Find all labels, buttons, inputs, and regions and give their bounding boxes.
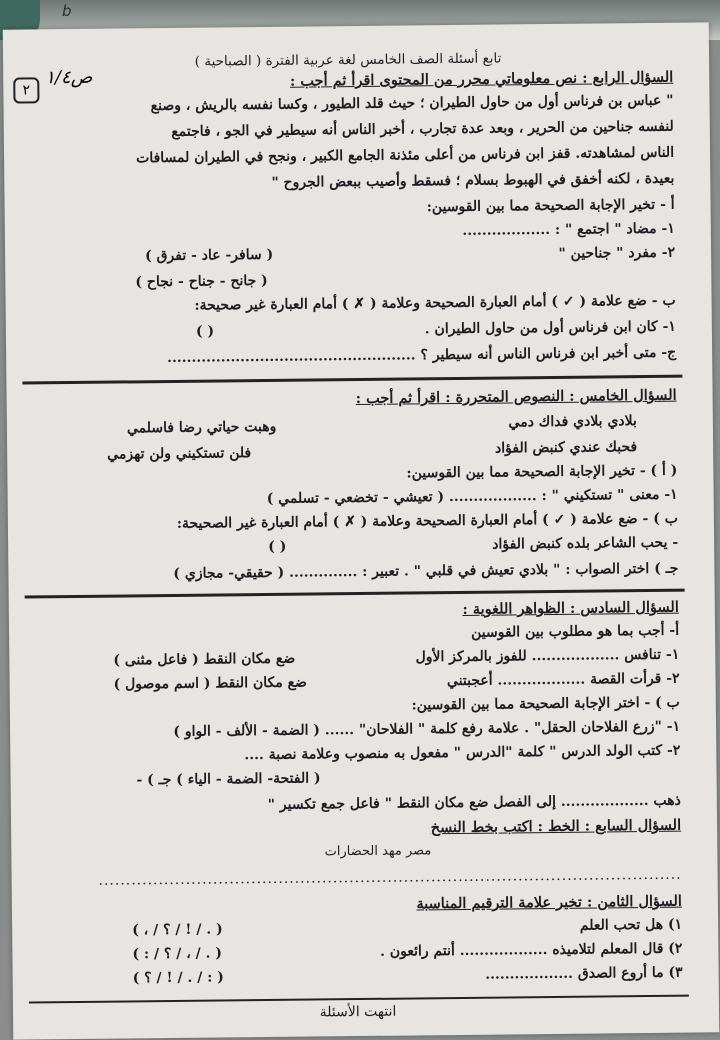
q8-heading: السؤال الثامن : تخير علامة الترقيم المناسبة <box>416 892 682 913</box>
q4-paragraph-line-1: " عباس بن فرناس أول من حاول الطيران ؛ حيث قلد الطيور ، وكسا نفسه بالريش ، وصنع <box>150 92 674 115</box>
q7-heading: السؤال السابع : الخط : اكتب بخط النسخ <box>430 816 682 837</box>
q4-a2-question: ٢- مفرد " جناحين " <box>558 244 676 262</box>
q6-part-a-label: أ- أجب بما هو مطلوب بين القوسين <box>470 622 680 641</box>
q4-b1-answer-box[interactable]: ( ) <box>195 323 215 340</box>
q5-part-b-label: ب ) - ضع علامة ( ✓ ) أمام العبارة الصحيحة وعلامة ( ✗ ) أمام العبارة غير الصحيحة: <box>176 510 678 532</box>
exam-sheet <box>3 22 720 1039</box>
q4-part-b-label: ب - ضع علامة ( ✓ ) أمام العبارة الصحيحة وعلامة ( ✗ ) أمام العبارة غير صحيحة: <box>194 292 676 314</box>
q8-item-1: ١) هل تحب العلم <box>579 916 683 934</box>
q6-a1: ١- تنافس .................. للفوز بالمركز الأول <box>415 646 680 666</box>
q5-verse-2-right: فحبك عندي كنبض الفؤاد <box>494 439 638 457</box>
background-mark: b <box>62 2 72 20</box>
exam-content <box>23 33 683 1030</box>
q8-item-1-options: ( . / ! / ؟ / ، ) <box>132 921 223 939</box>
q5-a1: ١- معنى " تستكيني " : .................. ( تعيشي - تخضعي - تسلمي ) <box>266 486 678 507</box>
q5-verse-1-right: بلادي بلادي فداك دمي <box>508 413 637 431</box>
end-of-questions: انتهت الأسئلة <box>319 1003 397 1021</box>
q4-a1-options: ( سافر- عاد - تفرق ) <box>145 246 274 265</box>
q7-model-text: مصر مهد الحضارات <box>324 843 432 860</box>
q4-part-c-question: ج- متى أخبر ابن فرناس الناس أنه سيطير ؟ ................................................... <box>166 344 677 367</box>
q6-part-b-label: ب ) - اختر الإجابة الصحيحة مما بين القوسين: <box>411 694 680 714</box>
q6-b2: ٢- كتب الولد الدرس " كلمة "الدرس " مفعول به منصوب وعلامة نصبة .... <box>244 742 681 764</box>
q4-b1-statement: ١- كان ابن فرناس أول من حاول الطيران . <box>424 318 676 338</box>
q5-verse-1-left: وهبت حياتي رضا فاسلمي <box>126 418 277 437</box>
q5-b1-answer-box[interactable]: ( ) <box>268 538 287 555</box>
q6-a2-instruction: ضع مكان النقط ( اسم موصول ) <box>113 674 307 693</box>
q6-part-c: ذهب .................. إلى الفصل ضع مكان النقط " فاعل جمع تكسير " <box>267 792 681 813</box>
exam-title: تابع أسئلة الصف الخامس لغة عربية الفترة ( الصباحية ) <box>194 50 502 70</box>
q8-item-2: ٢) قال المعلم لتلاميذه .................. أنتم رائعون . <box>379 940 683 960</box>
q6-heading: السؤال السادس : الظواهر اللغوية : <box>462 598 679 618</box>
q4-paragraph-line-3: الناس لمشاهدته. قفز ابن فرناس من أعلى مئذنة الجامع الكبير ، ونجح في الطيران لمسافات <box>136 144 675 167</box>
q5-part-c: جـ ) اختر الصواب : " بلادي تعيش في قلبي " . تعبير : .............. ( حقيقي- مجازي ) <box>173 560 679 582</box>
q4-paragraph-line-2: لنفسه جناحين من الحرير ، وبعد عدة تجارب ، أخبر الناس أنه سيطير في الجو ، فاجتمع <box>171 118 674 140</box>
q6-b1: ١- "زرع الفلاحان الحقل" . علامة رفع كلمة " الفلاحان" ...... ( الضمة - الألف - الواو ) <box>173 718 681 740</box>
q6-a2: ٢- قرأت القصة .................. أعجبتني <box>446 670 680 690</box>
q6-a1-instruction: ضع مكان النقط ( فاعل مثنى ) <box>113 650 296 669</box>
q6-b2-options: ( الفتحة- الضمة - الياء ) جـ ) - <box>136 770 321 789</box>
q4-paragraph-line-4: بعيدة ، لكنه أخفق في الهبوط بسلام ؛ فسقط وأصيب ببعض الجروح " <box>271 170 675 191</box>
q7-writing-line[interactable]: ........................................................................................................... <box>98 866 682 889</box>
q8-item-2-options: ( . / ، / ؟ / : ) <box>132 945 223 963</box>
q8-item-3-options: ( : / . / ! / ؟ ) <box>132 969 224 987</box>
q5-b1-statement: - يحب الشاعر بلده كنبض الفؤاد <box>492 534 679 553</box>
q4-a1-question: ١- مضاد " اجتمع " : .................. <box>462 220 675 239</box>
section-divider <box>22 375 682 385</box>
q8-item-3: ٣) ما أروع الصدق .................. <box>485 964 683 983</box>
q4-heading: السؤال الرابع : نص معلوماتي محرر من المحتوى اقرأ ثم أجب : <box>289 68 674 90</box>
q5-heading: السؤال الخامس : النصوص المتحررة : اقرأ ثم أجب : <box>355 386 677 408</box>
page-number-box: ٢ <box>13 77 39 103</box>
page-handwritten-number: ص١/٤ <box>45 66 93 89</box>
q4-a2-options: ( جانح - جناح - نجاح ) <box>135 272 268 291</box>
q4-part-a-label: أ - تخير الإجابة الصحيحة مما بين القوسين: <box>426 196 675 216</box>
q5-verse-2-left: فلن تستكيني ولن تهزمي <box>107 445 252 463</box>
q5-part-a-label: ( أ ) - تخير الإجابة الصحيحة مما بين القوسين: <box>406 462 678 482</box>
